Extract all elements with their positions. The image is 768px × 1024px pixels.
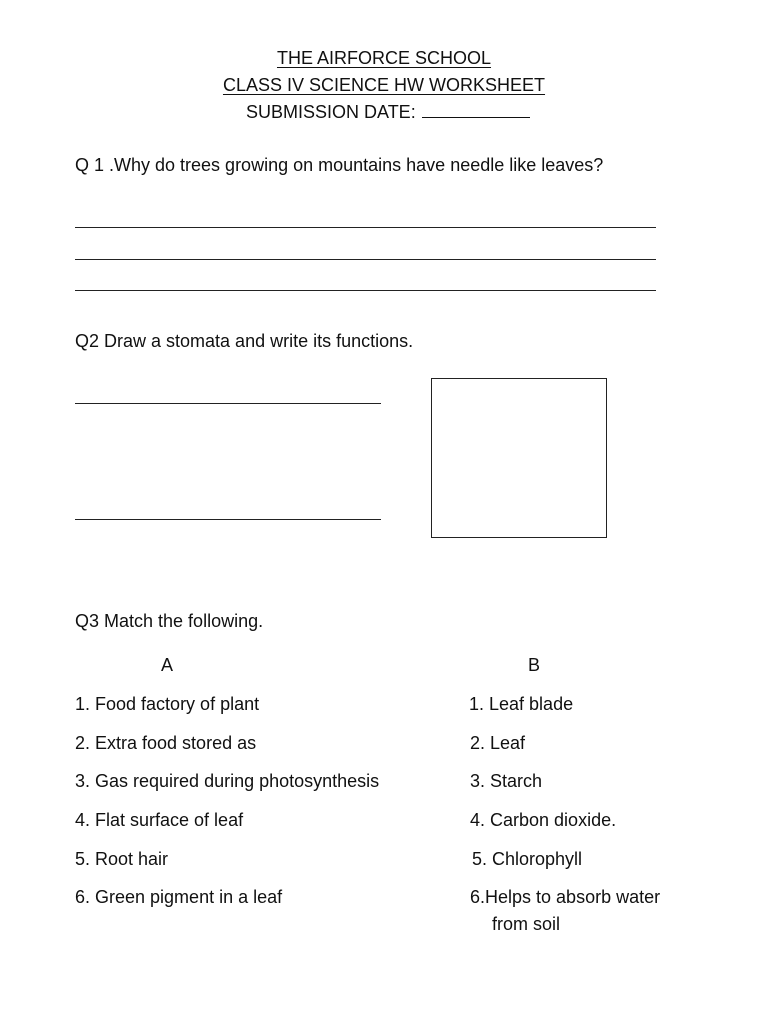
match-b-item-1: 1. Leaf blade: [469, 694, 574, 714]
q1-answer-line-2[interactable]: [75, 259, 656, 260]
match-b-item-3: 3. Starch: [470, 771, 543, 791]
match-a-item-6: 6. Green pigment in a leaf: [75, 887, 283, 907]
match-a-item-3: 3. Gas required during photosynthesis: [75, 771, 380, 791]
column-a-header: A: [161, 655, 174, 675]
match-a-item-2: 2. Extra food stored as: [75, 733, 257, 753]
submission-date-label: SUBMISSION DATE:: [246, 102, 416, 122]
match-b-item-5: 5. Chlorophyll: [472, 849, 583, 869]
question-3: Q3 Match the following.: [75, 611, 264, 631]
match-a-item-1: 1. Food factory of plant: [75, 694, 260, 714]
q1-answer-line-3[interactable]: [75, 290, 656, 291]
submission-date-blank[interactable]: [422, 101, 530, 118]
match-b-item-2: 2. Leaf: [470, 733, 526, 753]
question-2: Q2 Draw a stomata and write its functions.: [75, 331, 414, 351]
school-name: THE AIRFORCE SCHOOL: [276, 48, 492, 68]
column-b-header: B: [528, 655, 541, 675]
stomata-drawing-box[interactable]: [431, 378, 607, 538]
match-a-item-4: 4. Flat surface of leaf: [75, 810, 244, 830]
match-b-item-4: 4. Carbon dioxide.: [470, 810, 617, 830]
q2-answer-line-1[interactable]: [75, 403, 381, 404]
q1-answer-line-1[interactable]: [75, 227, 656, 228]
match-b-item-6-continued: from soil: [492, 914, 561, 934]
match-a-item-5: 5. Root hair: [75, 849, 169, 869]
q2-answer-line-2[interactable]: [75, 519, 381, 520]
match-b-item-6: 6.Helps to absorb water: [470, 887, 661, 907]
worksheet-title: CLASS IV SCIENCE HW WORKSHEET: [222, 75, 546, 95]
submission-date: [246, 101, 530, 123]
question-1: Q 1 .Why do trees growing on mountains have needle like leaves?: [75, 155, 604, 175]
